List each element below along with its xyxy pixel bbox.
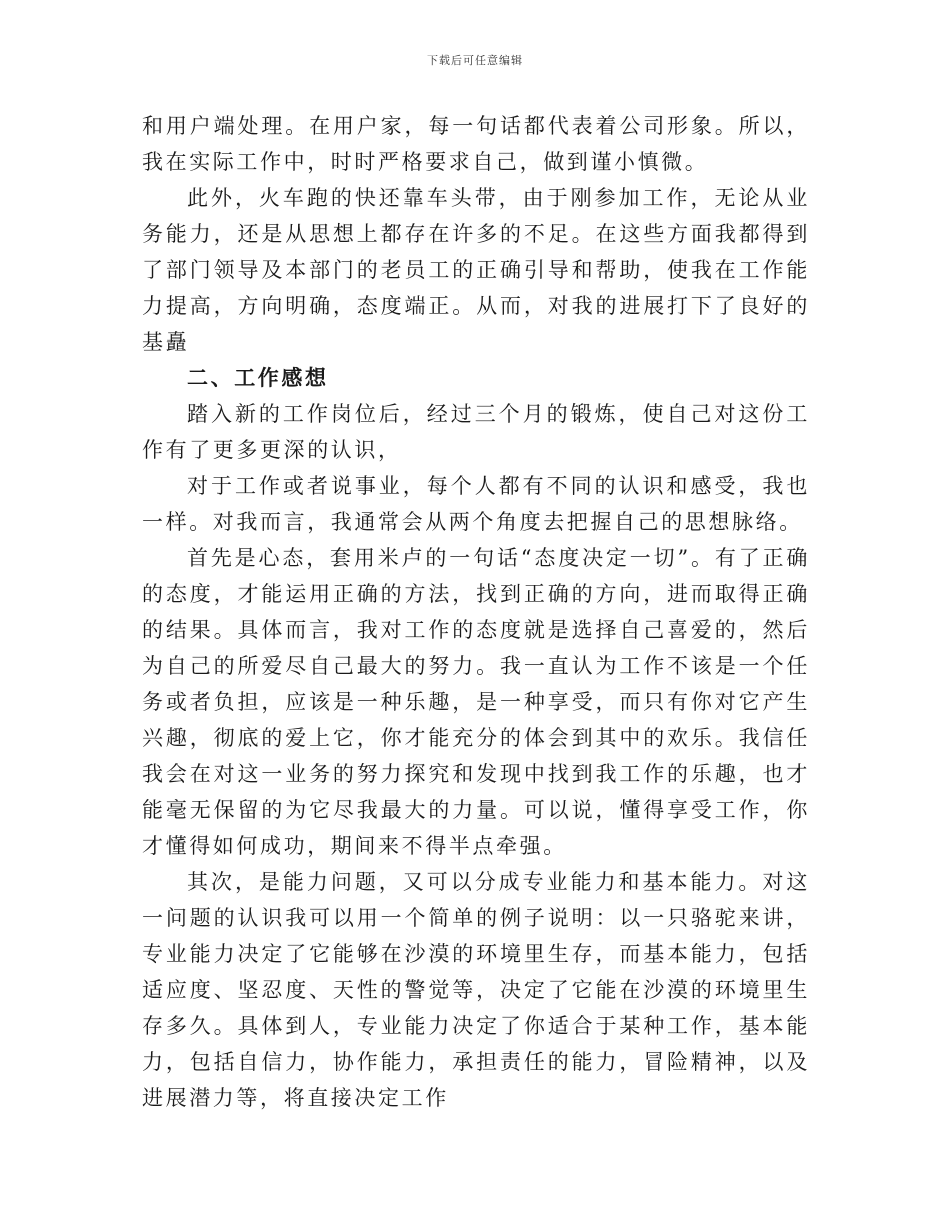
paragraph-2: 此外，火车跑的快还靠车头带，由于刚参加工作，无论从业务能力，还是从思想上都存在许多的不足。在这些方面我都得到了部门领导及本部门的老员工的正确引导和帮助，使我在工作能力提高，方向明确，态度端正。从而，对我的进展打下了良好的基矗 bbox=[142, 186, 810, 354]
paragraph-5: 首先是心态，套用米卢的一句话“态度决定一切”。有了正确的态度，才能运用正确的方法，找到正确的方向，进而取得正确的结果。具体而言，我对工作的态度就是选择自己喜爱的，然后为自己的所爱尽自己最大的努力。我一直认为工作不该是一个任务或者负担，应该是一种乐趣，是一种享受，而只有你对它产生兴趣，彻底的爱上它，你才能充分的体会到其中的欢乐。我信任我会在对这一业务的努力探究和发现中找到我工作的乐趣，也才能毫无保留的为它尽我最大的力量。可以说，懂得享受工作，你才懂得如何成功，期间来不得半点牵强。 bbox=[142, 546, 810, 858]
document-body bbox=[142, 108, 810, 1116]
paragraph-6: 其次，是能力问题，又可以分成专业能力和基本能力。对这一问题的认识我可以用一个简单的例子说明：以一只骆驼来讲，专业能力决定了它能够在沙漠的环境里生存，而基本能力，包括适应度、坚忍度、天性的警觉等，决定了它能在沙漠的环境里生存多久。具体到人，专业能力决定了你适合于某种工作，基本能力，包括自信力，协作能力，承担责任的能力，冒险精神，以及进展潜力等，将直接决定工作 bbox=[142, 870, 810, 1110]
paragraph-4: 对于工作或者说事业，每个人都有不同的认识和感受，我也一样。对我而言，我通常会从两个角度去把握自己的思想脉络。 bbox=[142, 474, 810, 534]
paragraph-1: 和用户端处理。在用户家，每一句话都代表着公司形象。所以，我在实际工作中，时时严格要求自己，做到谨小慎微。 bbox=[142, 114, 810, 174]
section-heading: 二、工作感想 bbox=[187, 365, 329, 390]
page-header: 下载后可任意编辑 bbox=[427, 54, 523, 67]
paragraph-3: 踏入新的工作岗位后，经过三个月的锻炼，使自己对这份工作有了更多更深的认识， bbox=[142, 402, 810, 462]
